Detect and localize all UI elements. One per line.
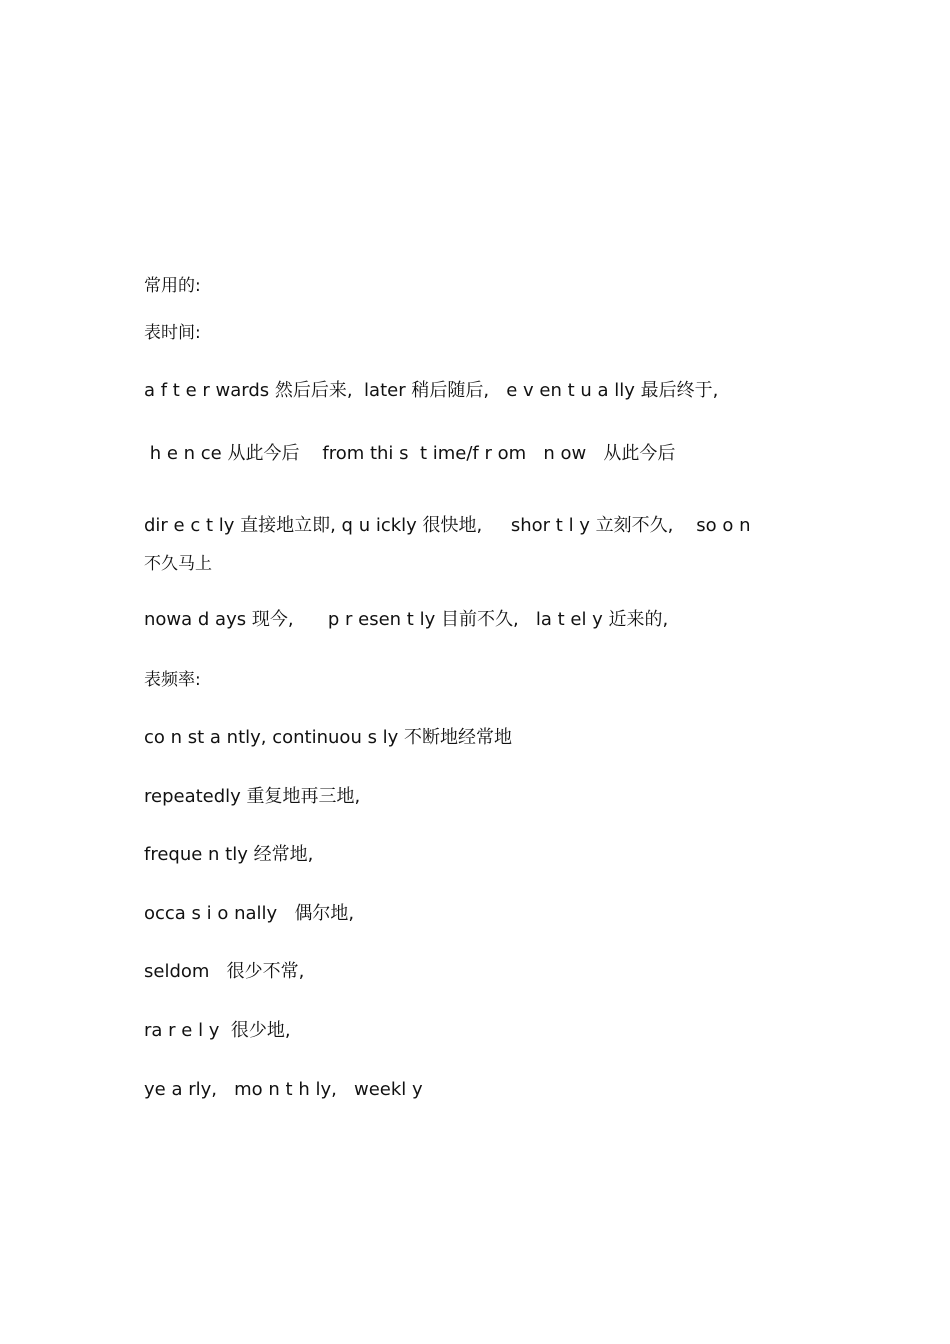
text-line-nowadays: nowa d ays 现今, p r esen t ly 目前不久, la t el y 近来的, <box>144 609 669 630</box>
text-line-directly-continued: 不久马上 <box>144 554 212 574</box>
text-line-directly: dir e c t ly 直接地立即, q u ickly 很快地, shor t l y 立刻不久, so o n <box>144 515 751 536</box>
text-line-frequently: freque n tly 经常地, <box>144 844 314 865</box>
text-line-repeatedly: repeatedly 重复地再三地, <box>144 786 361 807</box>
text-line-hence: h e n ce 从此今后 from thi s t ime/f r om n ow 从此今后 <box>144 443 676 464</box>
text-line-yearly: ye a rly, mo n t h ly, weekl y <box>144 1079 423 1100</box>
text-line-rarely: ra r e l y 很少地, <box>144 1020 291 1041</box>
heading-time: 表时间: <box>144 323 201 343</box>
text-line-seldom: seldom 很少不常, <box>144 961 305 982</box>
heading-common: 常用的: <box>144 276 201 296</box>
text-line-constantly: co n st a ntly, continuou s ly 不断地经常地 <box>144 727 513 748</box>
text-line-occasionally: occa s i o nally 偶尔地, <box>144 903 355 924</box>
text-line-afterwards: a f t e r wards 然后后来, later 稍后随后, e v en t u a lly 最后终于, <box>144 380 719 401</box>
heading-frequency: 表频率: <box>144 670 201 690</box>
